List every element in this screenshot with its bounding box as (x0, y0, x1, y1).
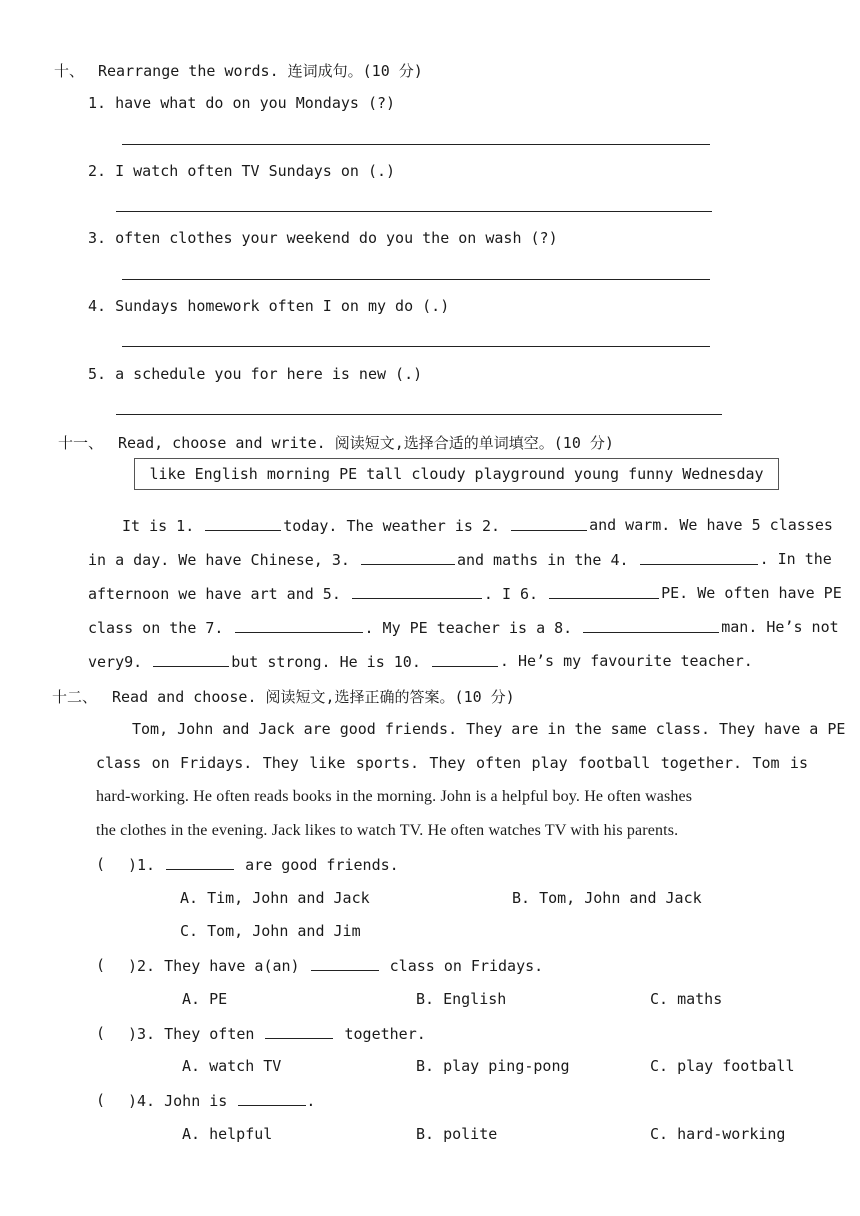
rearrange-item-5: 5. a schedule you for here is new (.) (88, 365, 423, 383)
q1-option-a[interactable]: A. Tim, John and Jack (180, 889, 370, 907)
q1-stem: )1. are good friends. (128, 856, 399, 874)
reading-line-4: the clothes in the evening. Jack likes to watch TV. He often watches TV with his parents. (96, 822, 679, 839)
q3-blank (265, 1024, 333, 1039)
q2-blank (311, 956, 379, 971)
rearrange-item-3: 3. often clothes your weekend do you the on wash (?) (88, 229, 558, 247)
word-bank: like English morning PE tall cloudy playground young funny Wednesday (149, 465, 764, 483)
q1-option-b[interactable]: B. Tom, John and Jack (512, 889, 702, 907)
reading-line-1: Tom, John and Jack are good friends. They are in the same class. They have a PE (132, 720, 846, 738)
passage-line-4: class on the 7. . My PE teacher is a 8. man. He’s not (88, 618, 839, 637)
q2-option-a[interactable]: A. PE (182, 990, 228, 1008)
q4-option-c[interactable]: C. hard-working (650, 1125, 786, 1143)
q3-option-c[interactable]: C. play football (650, 1057, 795, 1075)
q4-stem: )4. John is . (128, 1092, 316, 1110)
q4-paren[interactable]: ( (96, 1091, 106, 1109)
q4-blank (238, 1091, 306, 1106)
section-12-title: Read and choose. 阅读短文,选择正确的答案。(10 分) (112, 688, 515, 706)
rearrange-item-1: 1. have what do on you Mondays (?) (88, 94, 396, 112)
section-11-title: Read, choose and write. 阅读短文,选择合适的单词填空。(10 分) (118, 434, 614, 452)
section-10-title: Rearrange the words. 连词成句。(10 分) (98, 62, 423, 80)
q3-paren[interactable]: ( (96, 1024, 106, 1042)
passage-line-2: in a day. We have Chinese, 3. and maths in the 4. . In the (88, 550, 832, 569)
q4-option-b[interactable]: B. polite (416, 1125, 498, 1143)
rearrange-item-2: 2. I watch often TV Sundays on (.) (88, 162, 396, 180)
q2-stem: )2. They have a(an) class on Fridays. (128, 957, 544, 975)
q4-option-a[interactable]: A. helpful (182, 1125, 273, 1143)
q1-option-c[interactable]: C. Tom, John and Jim (180, 922, 361, 940)
passage-line-3: afternoon we have art and 5. . I 6. PE. We often have PE (88, 584, 842, 603)
q1-blank (166, 855, 234, 870)
q2-paren[interactable]: ( (96, 956, 106, 974)
rearrange-item-4: 4. Sundays homework often I on my do (.) (88, 297, 450, 315)
section-11-number: 十一、 (58, 434, 104, 452)
passage-line-5: very9. but strong. He is 10. . He’s my favourite teacher. (88, 652, 753, 671)
passage-line-1: It is 1. today. The weather is 2. and warm. We have 5 classes (122, 516, 833, 535)
q3-option-b[interactable]: B. play ping-pong (416, 1057, 570, 1075)
section-10-number: 十、 (54, 62, 85, 80)
reading-line-3: hard-working. He often reads books in the morning. John is a helpful boy. He often washes (96, 788, 693, 805)
q2-option-c[interactable]: C. maths (650, 990, 723, 1008)
reading-passage (96, 0, 846, 850)
reading-line-2: class on Fridays. They like sports. They often play football together. Tom is (96, 754, 808, 772)
q2-option-b[interactable]: B. English (416, 990, 507, 1008)
q1-paren[interactable]: ( (96, 855, 106, 873)
q3-stem: )3. They often together. (128, 1025, 426, 1043)
section-12-number: 十二、 (52, 688, 98, 706)
q3-option-a[interactable]: A. watch TV (182, 1057, 282, 1075)
